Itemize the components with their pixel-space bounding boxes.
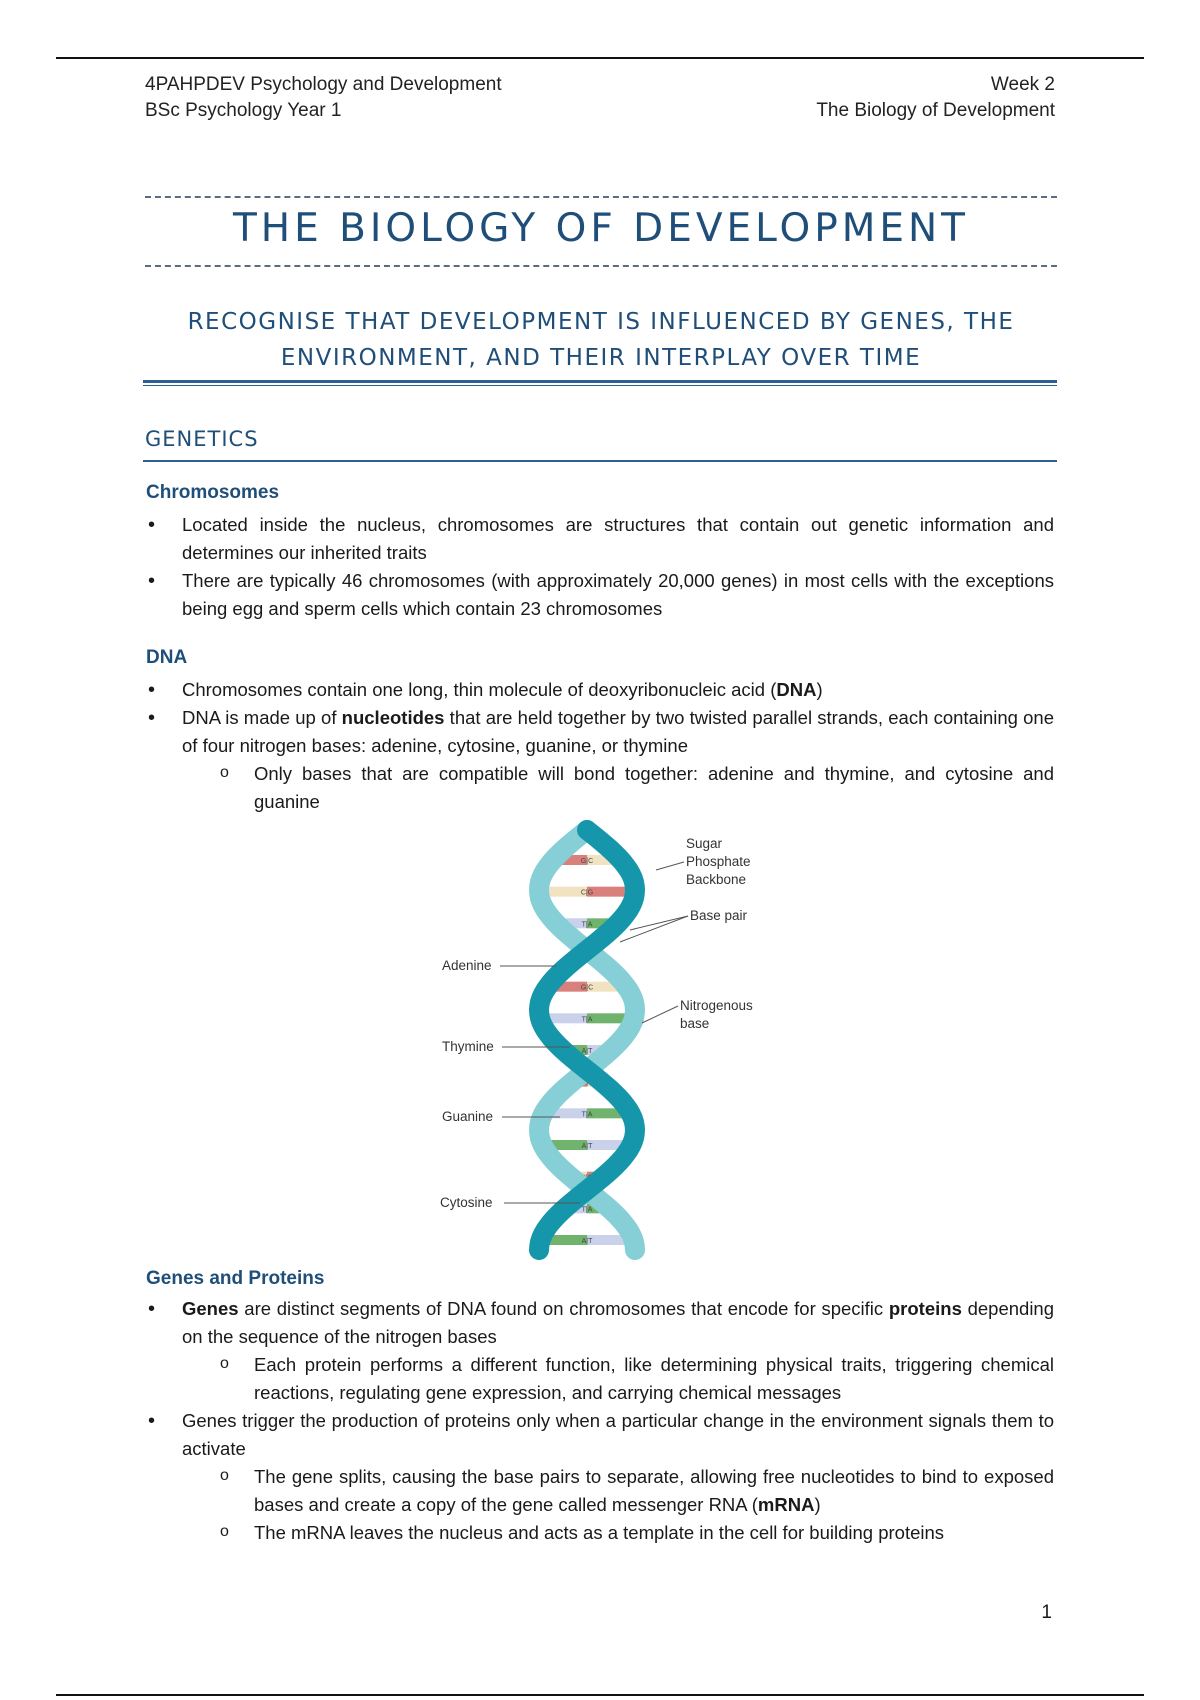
sub-list-item: o Each protein performs a different function, like determining physical traits, triggering chemical reactions, regulating gene expression, and carrying chemical messages — [146, 1351, 1054, 1407]
list-item: • Genes trigger the production of proteins only when a particular change in the environment signals them to activate — [146, 1407, 1054, 1463]
section-heading-genetics: GENETICS — [145, 427, 259, 451]
objective-line-1: RECOGNISE THAT DEVELOPMENT IS INFLUENCED BY GENES, THE — [187, 309, 1015, 335]
label-base: base — [680, 1016, 710, 1031]
base-pair-label: T|A — [581, 921, 593, 929]
leader-line-base-pair-1 — [630, 916, 688, 930]
text-span: DNA is made up of — [182, 707, 342, 728]
text-span: depending on the sequence of the nitrogen bases — [182, 1298, 1055, 1347]
section-rule — [143, 460, 1057, 462]
label-cytosine: Cytosine — [440, 1195, 493, 1210]
sub-list-item — [146, 1463, 1054, 1519]
running-header-left — [145, 72, 502, 124]
page-bottom-rule — [56, 1694, 1144, 1696]
leader-line-nitrogenous — [642, 1006, 678, 1023]
learning-objective — [145, 304, 1057, 376]
sub-list-item: o The mRNA leaves the nucleus and acts as a template in the cell for building proteins — [146, 1519, 1054, 1547]
course-title: 4PAHPDEV Psychology and Development — [145, 74, 502, 95]
text-span: that are held together by two twisted parallel strands, each containing one of four nitrogen bases: adenine, cytosine, guanine, or thymine — [182, 707, 1054, 756]
title-dash-bottom — [145, 265, 1057, 267]
sub-list-item: o Only bases that are compatible will bond together: adenine and thymine, and cytosine and guanine — [146, 760, 1054, 816]
base-pair-label: C|G — [580, 889, 594, 897]
page-number: 1 — [1041, 1602, 1052, 1623]
label-sugar: Sugar — [686, 836, 723, 851]
genes-list — [146, 1295, 1054, 1547]
base-pair-label: G|C — [580, 1079, 594, 1087]
list-item — [146, 1295, 1054, 1351]
label-thymine: Thymine — [442, 1039, 494, 1054]
chromosomes-list — [146, 511, 1054, 623]
list-item: • There are typically 46 chromosomes (with approximately 20,000 genes) in most cells with the exceptions being egg and sperm cells which contain 23 chromosomes — [146, 567, 1054, 623]
list-item: • Located inside the nucleus, chromosomes are structures that contain out genetic information and determines our inherited traits — [146, 511, 1054, 567]
objective-line-2: ENVIRONMENT, AND THEIR INTERPLAY OVER TIME — [280, 345, 922, 371]
page-top-rule — [56, 57, 1144, 59]
label-phosphate: Phosphate — [686, 854, 751, 869]
week-label: Week 2 — [990, 74, 1055, 95]
programme: BSc Psychology Year 1 — [145, 100, 342, 121]
bold-term-dna: DNA — [776, 679, 817, 700]
objective-rule-thin — [143, 385, 1057, 386]
topic-label: The Biology of Development — [816, 100, 1055, 121]
base-pair-label: T|A — [581, 1111, 593, 1119]
list-item — [146, 704, 1054, 760]
base-pair-label: G|C — [580, 984, 594, 992]
label-backbone: Backbone — [686, 872, 747, 887]
text-span: ) — [816, 679, 823, 700]
text-span: are distinct segments of DNA found on chromosomes that encode for specific — [238, 1298, 889, 1319]
text-span: ) — [814, 1494, 821, 1515]
subheading-dna: DNA — [146, 647, 188, 668]
label-adenine: Adenine — [442, 958, 492, 973]
title-block — [145, 196, 1057, 267]
page-title: THE BIOLOGY OF DEVELOPMENT — [232, 206, 970, 251]
bold-term-proteins: proteins — [888, 1298, 962, 1319]
bold-term-genes: Genes — [182, 1298, 239, 1319]
label-guanine: Guanine — [442, 1109, 494, 1124]
running-header-right — [816, 72, 1055, 124]
subheading-chromosomes: Chromosomes — [146, 482, 280, 503]
text-span: The gene splits, causing the base pairs to separate, allowing free nucleotides to bind to exposed bases and create a copy of the gene called messenger RNA ( — [254, 1466, 1054, 1515]
dna-list — [146, 676, 1054, 816]
base-pair-label: A|T — [581, 1238, 593, 1245]
base-pair-label: C|G — [580, 1174, 594, 1182]
base-pair-label: A|T — [581, 1048, 593, 1055]
base-pair-label: A|T — [581, 1143, 593, 1150]
title-dash-top — [145, 196, 1057, 198]
text-span: Chromosomes contain one long, thin molecule of deoxyribonucleic acid ( — [182, 679, 777, 700]
bold-term-mrna: mRNA — [757, 1494, 815, 1515]
base-pair-label: T|A — [581, 1016, 593, 1024]
label-nitrogenous: Nitrogenous — [680, 998, 753, 1013]
base-pair-label: G|C — [580, 858, 594, 865]
leader-line-backbone — [656, 862, 684, 870]
bold-term-nucleotides: nucleotides — [341, 707, 445, 728]
label-base-pair: Base pair — [690, 908, 748, 923]
list-item — [146, 676, 1054, 704]
dna-double-helix-diagram — [430, 818, 790, 1266]
base-pair-label: T|A — [581, 1206, 593, 1214]
subheading-genes-and-proteins: Genes and Proteins — [146, 1268, 325, 1289]
objective-rule — [143, 380, 1057, 383]
